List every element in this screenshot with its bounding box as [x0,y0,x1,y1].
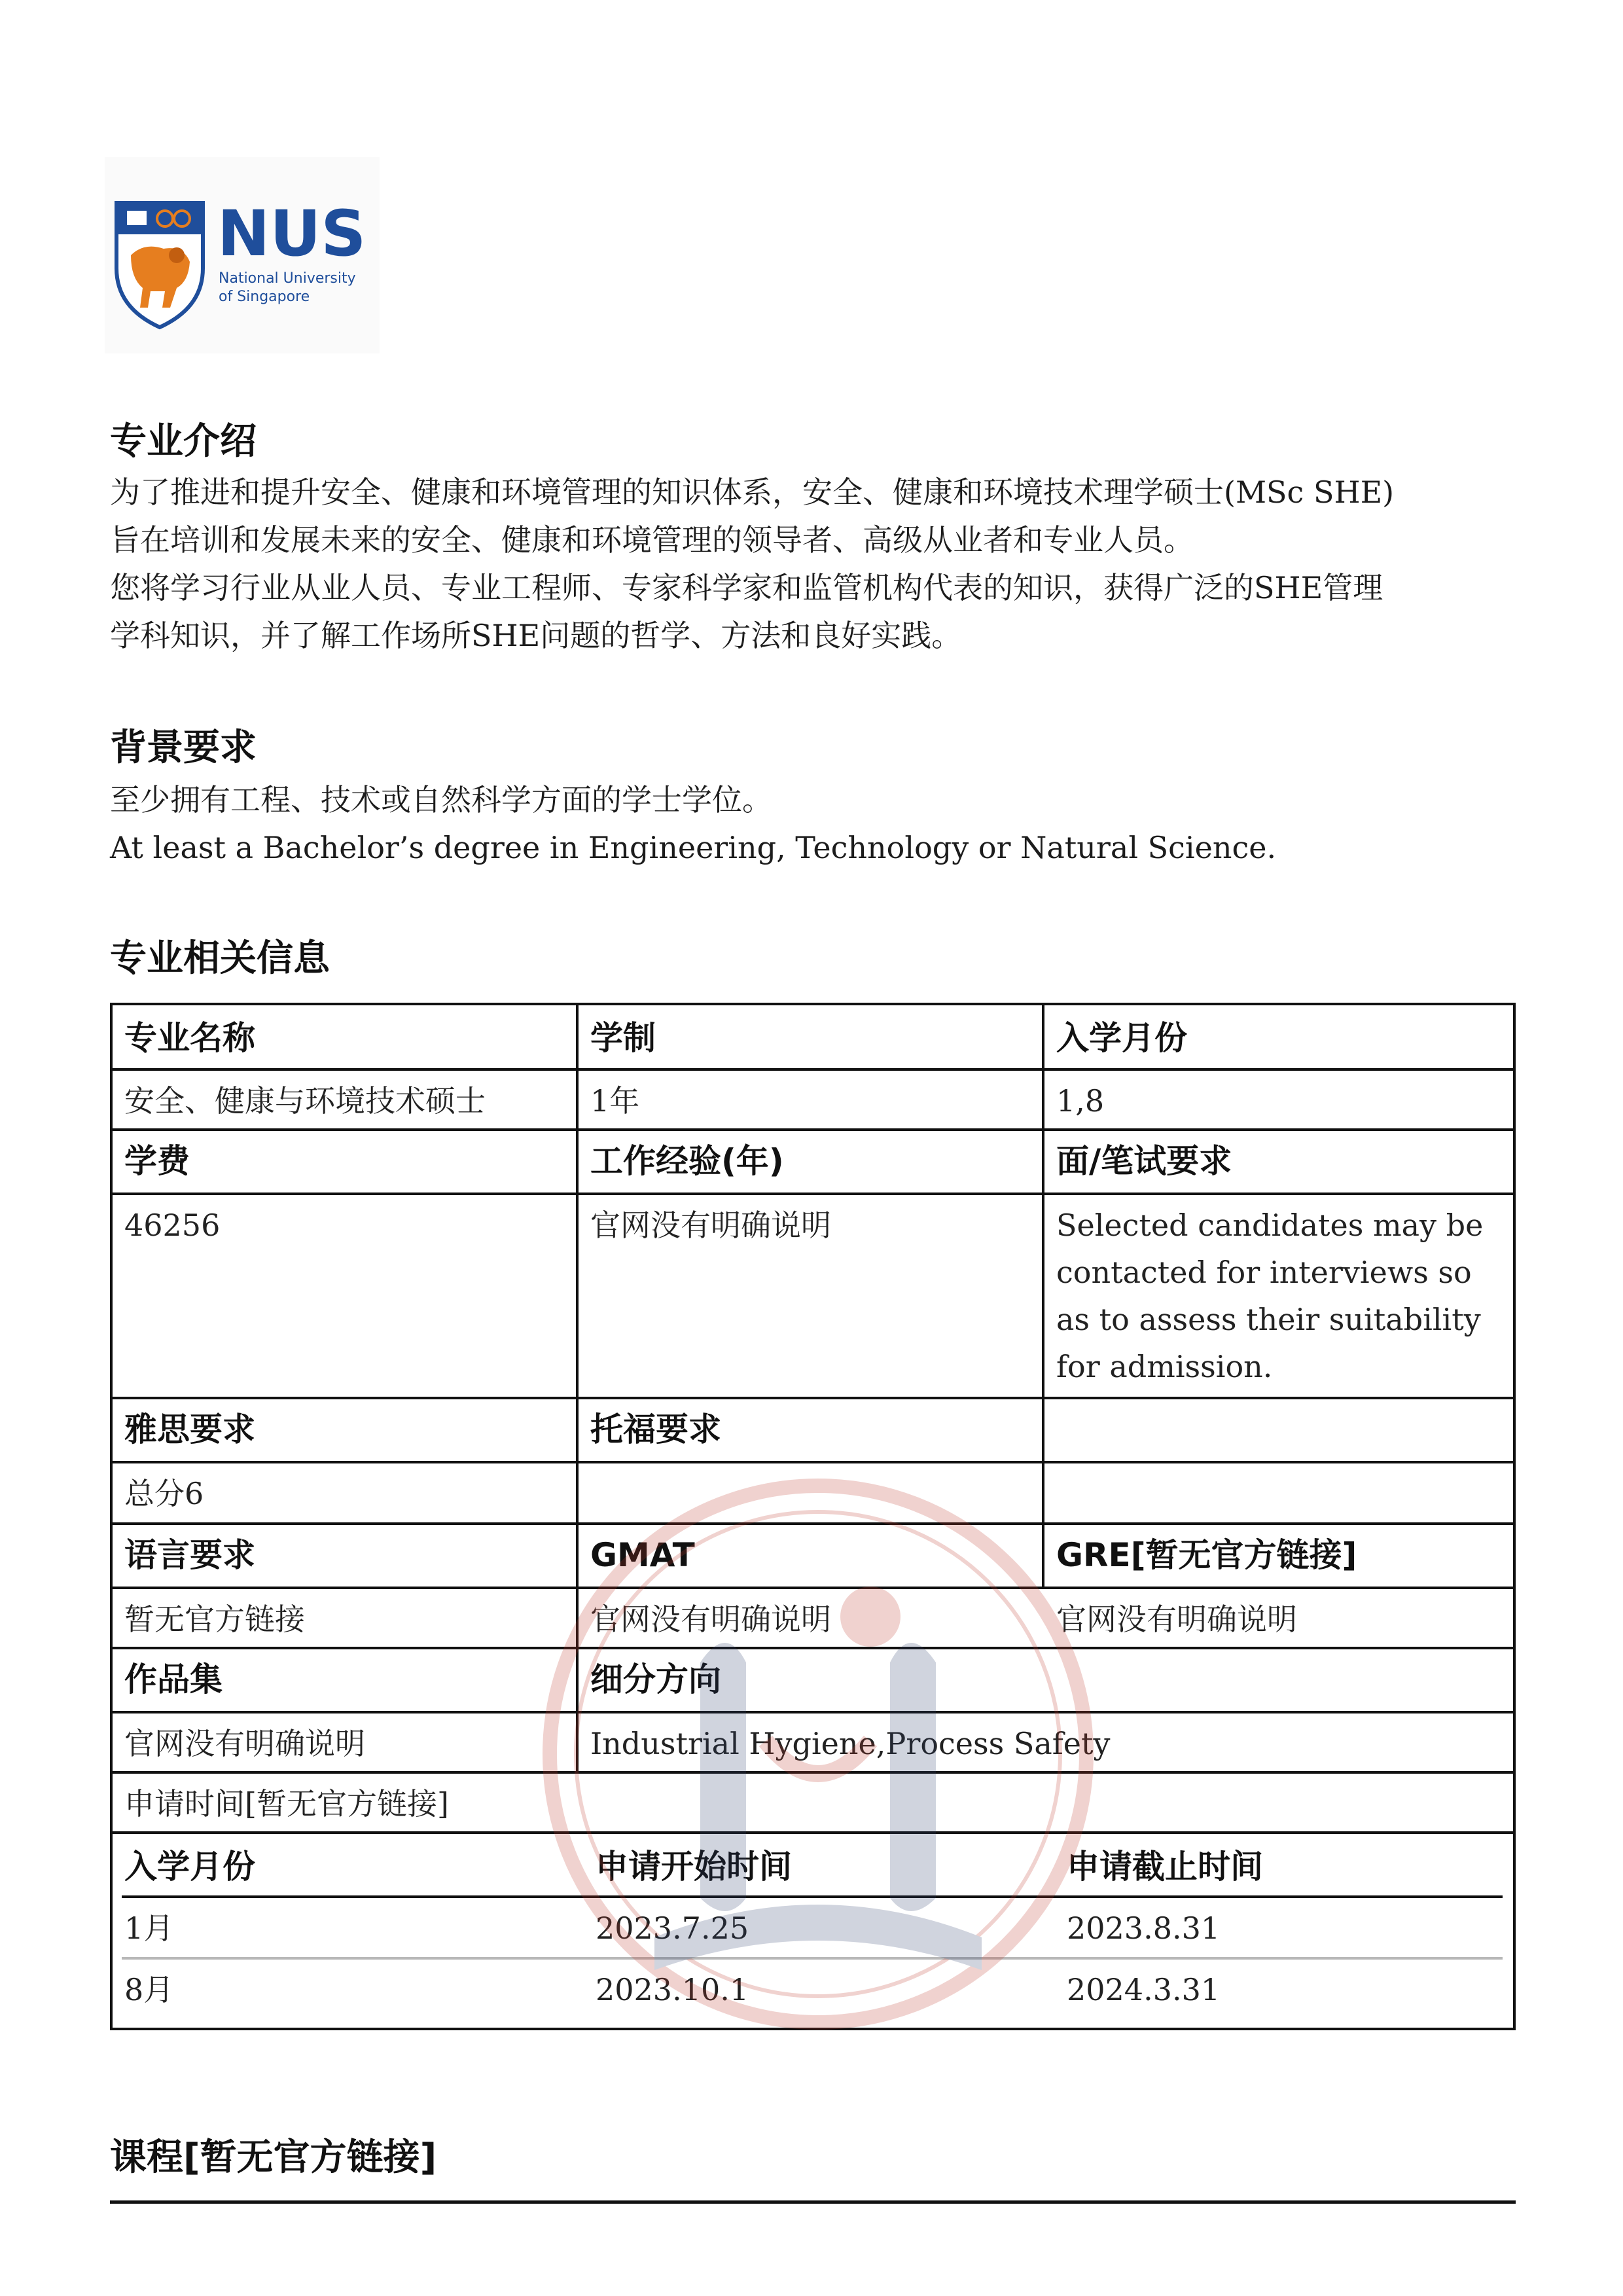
intro-paragraph [110,469,1524,660]
toefl-value [579,1461,1042,1470]
specialization-label: 细分方向 [590,1660,721,1698]
program-name-value: 安全、健康与环境技术硕士 [124,1083,486,1119]
work-experience-value: 官网没有明确说明 [590,1208,831,1243]
work-experience-label: 工作经验(年) [590,1142,784,1180]
intro-line-4: 学科知识，并了解工作场所SHE问题的哲学、方法和良好实践。 [110,618,962,653]
app-row-1-start: 2023.7.25 [596,1910,749,1946]
intro-line-2: 旨在培训和发展未来的安全、健康和环境管理的领导者、高级从业者和专业人员。 [110,522,1194,558]
background-paragraph [110,776,1524,872]
app-header-intake: 入学月份 [124,1848,255,1886]
intro-line-3: 您将学习行业从业人员、专业工程师、专家科学家和监管机构代表的知识，获得广泛的SHE管理 [110,570,1383,605]
program-info-table [110,1003,1516,2030]
ielts-value: 总分6 [124,1476,204,1511]
courses-heading: 课程[暂无官方链接] [110,2136,437,2179]
background-line-2: At least a Bachelor’s degree in Engineering, Technology or Natural Science. [110,830,1277,865]
language-value: 暂无官方链接 [124,1602,305,1637]
background-heading: 背景要求 [110,726,257,769]
interview-value: Selected candidates may be contacted for interviews so as to assess their suitability for admission. [1056,1208,1484,1384]
duration-value: 1年 [590,1083,640,1119]
language-label: 语言要求 [124,1536,255,1574]
gmat-value: 官网没有明确说明 [590,1602,831,1637]
nus-logo [105,157,380,353]
tuition-value: 46256 [124,1208,221,1243]
interview-label: 面/笔试要求 [1056,1142,1232,1180]
intro-heading: 专业介绍 [110,420,257,463]
app-row-2-deadline: 2024.3.31 [1067,1972,1221,2007]
intake-value: 1,8 [1056,1083,1105,1119]
app-header-deadline: 申请截止时间 [1067,1848,1263,1886]
program-name-label: 专业名称 [124,1019,255,1057]
app-row-1-deadline: 2023.8.31 [1067,1910,1221,1946]
app-row-1-intake: 1月 [124,1910,174,1946]
section-divider [110,2200,1516,2204]
portfolio-label: 作品集 [124,1660,223,1698]
app-row-2-start: 2023.10.1 [596,1972,749,2007]
logo-wordmark: NUS [217,197,366,270]
app-row-2-intake: 8月 [124,1972,174,2007]
app-header-start: 申请开始时间 [596,1848,792,1886]
application-time-label: 申请时间[暂无官方链接] [124,1786,449,1821]
intake-label: 入学月份 [1056,1019,1187,1057]
info-heading: 专业相关信息 [110,937,330,980]
toefl-label: 托福要求 [590,1410,721,1448]
portfolio-value: 官网没有明确说明 [124,1726,365,1761]
logo-line-2: of Singapore [219,289,310,305]
gmat-label: GMAT [590,1536,695,1574]
gre-value: 官网没有明确说明 [1056,1602,1297,1637]
background-line-1: 至少拥有工程、技术或自然科学方面的学士学位。 [110,782,772,817]
gre-label: GRE[暂无官方链接] [1056,1536,1357,1574]
duration-label: 学制 [590,1019,656,1057]
specialization-value: Industrial Hygiene,Process Safety [590,1726,1111,1761]
ielts-label: 雅思要求 [124,1410,255,1448]
logo-line-1: National University [219,270,356,287]
tuition-label: 学费 [124,1142,190,1180]
intro-line-1: 为了推进和提升安全、健康和环境管理的知识体系，安全、健康和环境技术理学硕士(MSc SHE) [110,475,1395,510]
